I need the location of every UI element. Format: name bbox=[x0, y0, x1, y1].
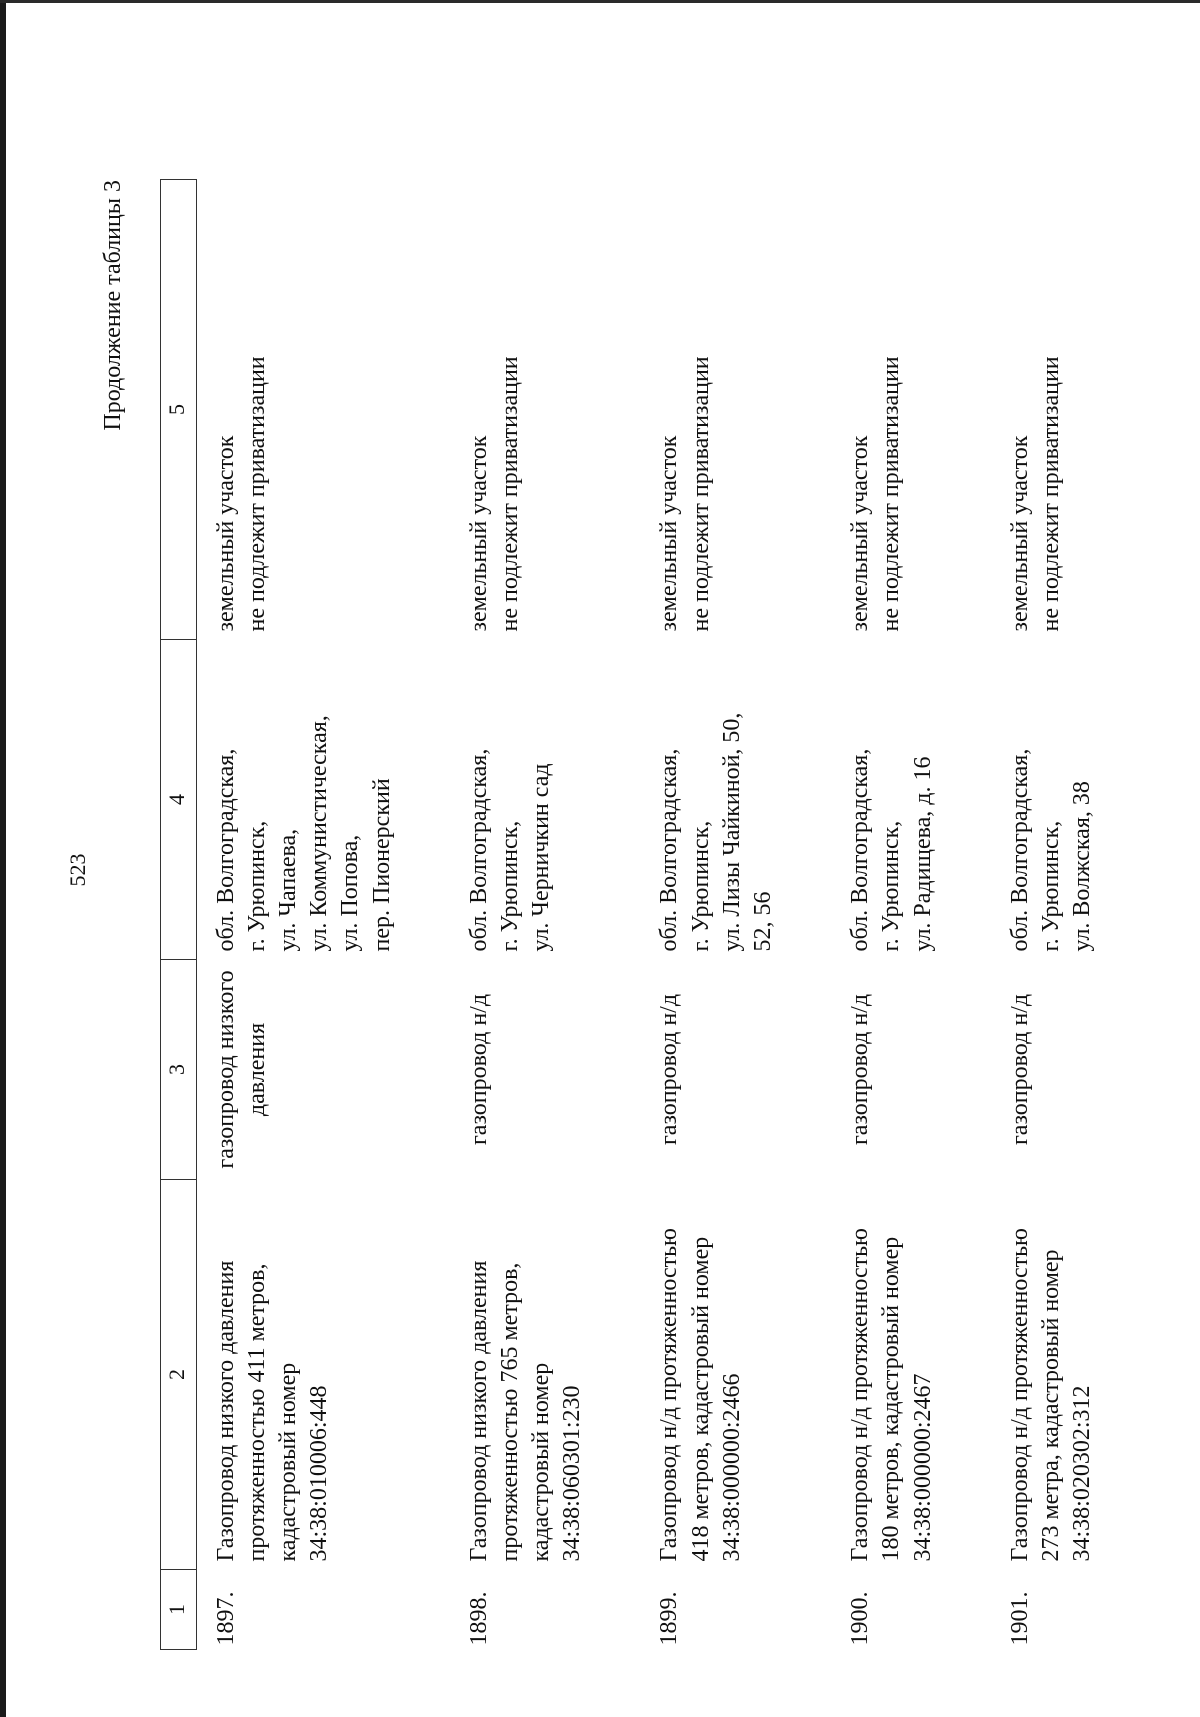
cell-type bbox=[196, 960, 450, 1180]
cell-line: ул. Попова, bbox=[337, 834, 364, 952]
cell-line: Газопровод н/д протяженностью bbox=[656, 1228, 683, 1562]
cell-note bbox=[831, 180, 991, 640]
cell-note bbox=[196, 180, 450, 640]
cell-line: ул. Лизы Чайкиной, 50, bbox=[718, 712, 745, 952]
cell-line: газопровод низкого bbox=[212, 970, 239, 1169]
cell-line: давления bbox=[243, 1022, 270, 1117]
cell-description bbox=[196, 1180, 450, 1570]
document-sheet bbox=[40, 120, 1130, 1680]
cell-address bbox=[991, 640, 1151, 960]
cell-line: ул. Чапаева, bbox=[274, 828, 301, 952]
cell-line: газопровод н/д bbox=[847, 993, 874, 1146]
cell-line: 273 метра, кадастровый номер bbox=[1037, 1249, 1064, 1562]
cell-line: протяженностью 765 метров, bbox=[496, 1262, 523, 1562]
cell-number: 1898. bbox=[465, 1591, 492, 1646]
cell-line: газопровод н/д bbox=[656, 993, 683, 1146]
cell-line: газопровод н/д bbox=[465, 993, 492, 1146]
cell-line: не подлежит приватизации bbox=[687, 356, 714, 632]
cell-line: обл. Волгоградская, bbox=[847, 748, 874, 952]
cell-line: обл. Волгоградская, bbox=[1006, 748, 1033, 952]
cell-line: обл. Волгоградская, bbox=[212, 748, 239, 952]
cell-line: г. Урюпинск, bbox=[687, 820, 714, 952]
table-row bbox=[196, 180, 450, 1650]
table-row bbox=[640, 180, 831, 1650]
cell-type bbox=[831, 960, 991, 1180]
cell-line: земельный участок bbox=[1006, 435, 1033, 632]
table-row bbox=[450, 180, 641, 1650]
cell-line: ул. Коммунистическая, bbox=[306, 715, 333, 952]
scan-edge-top bbox=[0, 0, 1200, 3]
cell-line: кадастровый номер bbox=[528, 1362, 555, 1562]
cell-description bbox=[450, 1180, 641, 1570]
cell-line: протяженностью 411 метров, bbox=[243, 1263, 270, 1562]
cell-number: 1901. bbox=[1006, 1591, 1033, 1646]
cell-line: Газопровод н/д протяженностью bbox=[847, 1228, 874, 1562]
property-register-table bbox=[160, 179, 1150, 1650]
cell-line: не подлежит приватизации bbox=[1037, 356, 1064, 632]
scan-edge-left bbox=[0, 0, 6, 1717]
cell-line: г. Урюпинск, bbox=[496, 820, 523, 952]
cell-line: не подлежит приватизации bbox=[878, 356, 905, 632]
cell-address bbox=[831, 640, 991, 960]
column-header: 5 bbox=[161, 180, 197, 640]
cell-number: 1900. bbox=[847, 1591, 874, 1646]
cell-line: 52, 56 bbox=[750, 891, 777, 952]
cell-line: 34:38:010006:448 bbox=[306, 1385, 333, 1562]
cell-line: не подлежит приватизации bbox=[243, 356, 270, 632]
cell-line: земельный участок bbox=[465, 435, 492, 632]
cell-line: газопровод н/д bbox=[1006, 993, 1033, 1146]
cell-line: ул. Волжская, 38 bbox=[1069, 781, 1096, 952]
cell-line: 34:38:060301:230 bbox=[559, 1385, 586, 1562]
cell-line: пер. Пионерский bbox=[368, 778, 395, 952]
cell-line: Газопровод н/д протяженностью bbox=[1006, 1228, 1033, 1562]
cell-line: кадастровый номер bbox=[274, 1362, 301, 1562]
table-row bbox=[831, 180, 991, 1650]
cell-line: г. Урюпинск, bbox=[878, 820, 905, 952]
cell-description bbox=[991, 1180, 1151, 1570]
cell-type bbox=[450, 960, 641, 1180]
cell-line: 418 метров, кадастровый номер bbox=[687, 1236, 714, 1562]
cell-line: ул. Черничкин сад bbox=[528, 763, 555, 952]
column-header: 2 bbox=[161, 1180, 197, 1570]
cell-line: 34:38:000000:2467 bbox=[909, 1373, 936, 1562]
header-row bbox=[161, 180, 197, 1650]
column-header: 1 bbox=[161, 1570, 197, 1650]
cell-address bbox=[640, 640, 831, 960]
cell-line: земельный участок bbox=[656, 435, 683, 632]
column-header: 3 bbox=[161, 960, 197, 1180]
cell-type bbox=[640, 960, 831, 1180]
cell-address bbox=[196, 640, 450, 960]
cell-line: г. Урюпинск, bbox=[1037, 820, 1064, 952]
page-number: 523 bbox=[65, 853, 90, 887]
cell-line: Газопровод низкого давления bbox=[465, 1260, 492, 1562]
table-row bbox=[991, 180, 1151, 1650]
cell-line: 34:38:020302:312 bbox=[1069, 1385, 1096, 1562]
cell-description bbox=[640, 1180, 831, 1570]
cell-note bbox=[640, 180, 831, 640]
cell-type bbox=[991, 960, 1151, 1180]
column-header: 4 bbox=[161, 640, 197, 960]
cell-line: 34:38:000000:2466 bbox=[718, 1373, 745, 1562]
cell-line: обл. Волгоградская, bbox=[656, 748, 683, 952]
cell-line: Газопровод низкого давления bbox=[212, 1260, 239, 1562]
cell-line: г. Урюпинск, bbox=[243, 820, 270, 952]
cell-number: 1897. bbox=[212, 1591, 239, 1646]
table-caption: Продолжение таблицы 3 bbox=[100, 180, 126, 431]
cell-description bbox=[831, 1180, 991, 1570]
cell-line: земельный участок bbox=[847, 435, 874, 632]
cell-line: земельный участок bbox=[212, 435, 239, 632]
cell-line: ул. Радищева, д. 16 bbox=[909, 756, 936, 952]
cell-note bbox=[991, 180, 1151, 640]
cell-note bbox=[450, 180, 641, 640]
cell-number: 1899. bbox=[656, 1591, 683, 1646]
cell-address bbox=[450, 640, 641, 960]
cell-line: не подлежит приватизации bbox=[496, 356, 523, 632]
cell-line: обл. Волгоградская, bbox=[465, 748, 492, 952]
cell-line: 180 метров, кадастровый номер bbox=[878, 1236, 905, 1562]
